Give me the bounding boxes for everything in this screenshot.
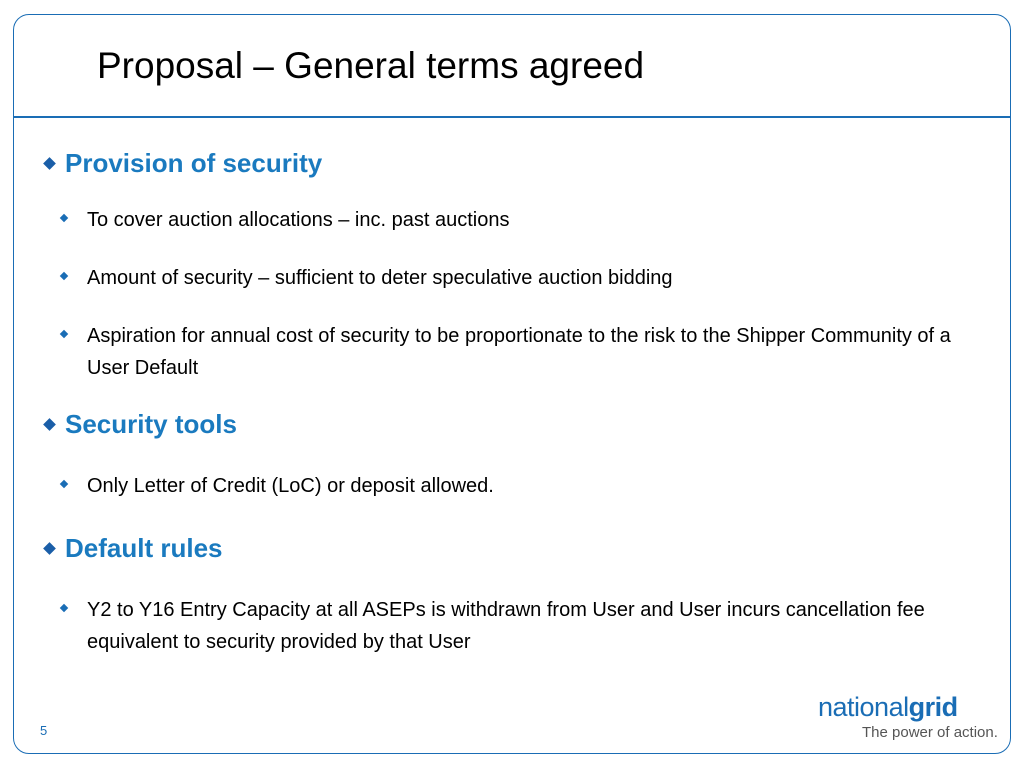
section-heading-provision-of-security	[45, 145, 985, 181]
logo-tagline: The power of action.	[862, 724, 998, 741]
diamond-bullet-icon	[43, 418, 56, 431]
diamond-bullet-icon	[43, 542, 56, 555]
bullet-text: Amount of security – sufficient to deter speculative auction bidding	[87, 267, 673, 289]
bullet-text: Y2 to Y16 Entry Capacity at all ASEPs is withdrawn from User and User incurs cancellation fee equivalent to security provided by that User	[87, 599, 925, 653]
section-heading-text: Provision of security	[65, 148, 323, 178]
diamond-bullet-icon	[60, 330, 68, 338]
bullet-item	[45, 594, 985, 658]
diamond-bullet-icon	[60, 214, 68, 222]
section-heading-text: Security tools	[65, 409, 237, 439]
section-heading-text: Default rules	[65, 533, 223, 563]
bullet-item	[45, 204, 985, 236]
page-number: 5	[40, 723, 48, 738]
bullet-item	[45, 470, 985, 502]
slide-title: Proposal – General terms agreed	[97, 45, 645, 86]
diamond-bullet-icon	[60, 272, 68, 280]
diamond-bullet-icon	[60, 480, 68, 488]
logo-wordmark	[818, 692, 958, 722]
bullet-text: Aspiration for annual cost of security to be proportionate to the risk to the Shipper Community of a User Default	[87, 325, 951, 379]
bullet-text: To cover auction allocations – inc. past auctions	[87, 209, 510, 231]
section-heading-security-tools	[45, 406, 985, 442]
logo-word-bold: grid	[908, 692, 958, 722]
bullet-item	[45, 262, 985, 294]
bullet-text: Only Letter of Credit (LoC) or deposit allowed.	[87, 475, 494, 497]
logo-word-regular: national	[818, 692, 909, 722]
diamond-bullet-icon	[60, 604, 68, 612]
national-grid-logo	[818, 692, 958, 722]
bullet-item	[45, 320, 985, 384]
diamond-bullet-icon	[43, 157, 56, 170]
section-heading-default-rules	[45, 530, 985, 566]
slide-content	[45, 145, 985, 658]
title-divider	[13, 116, 1011, 118]
